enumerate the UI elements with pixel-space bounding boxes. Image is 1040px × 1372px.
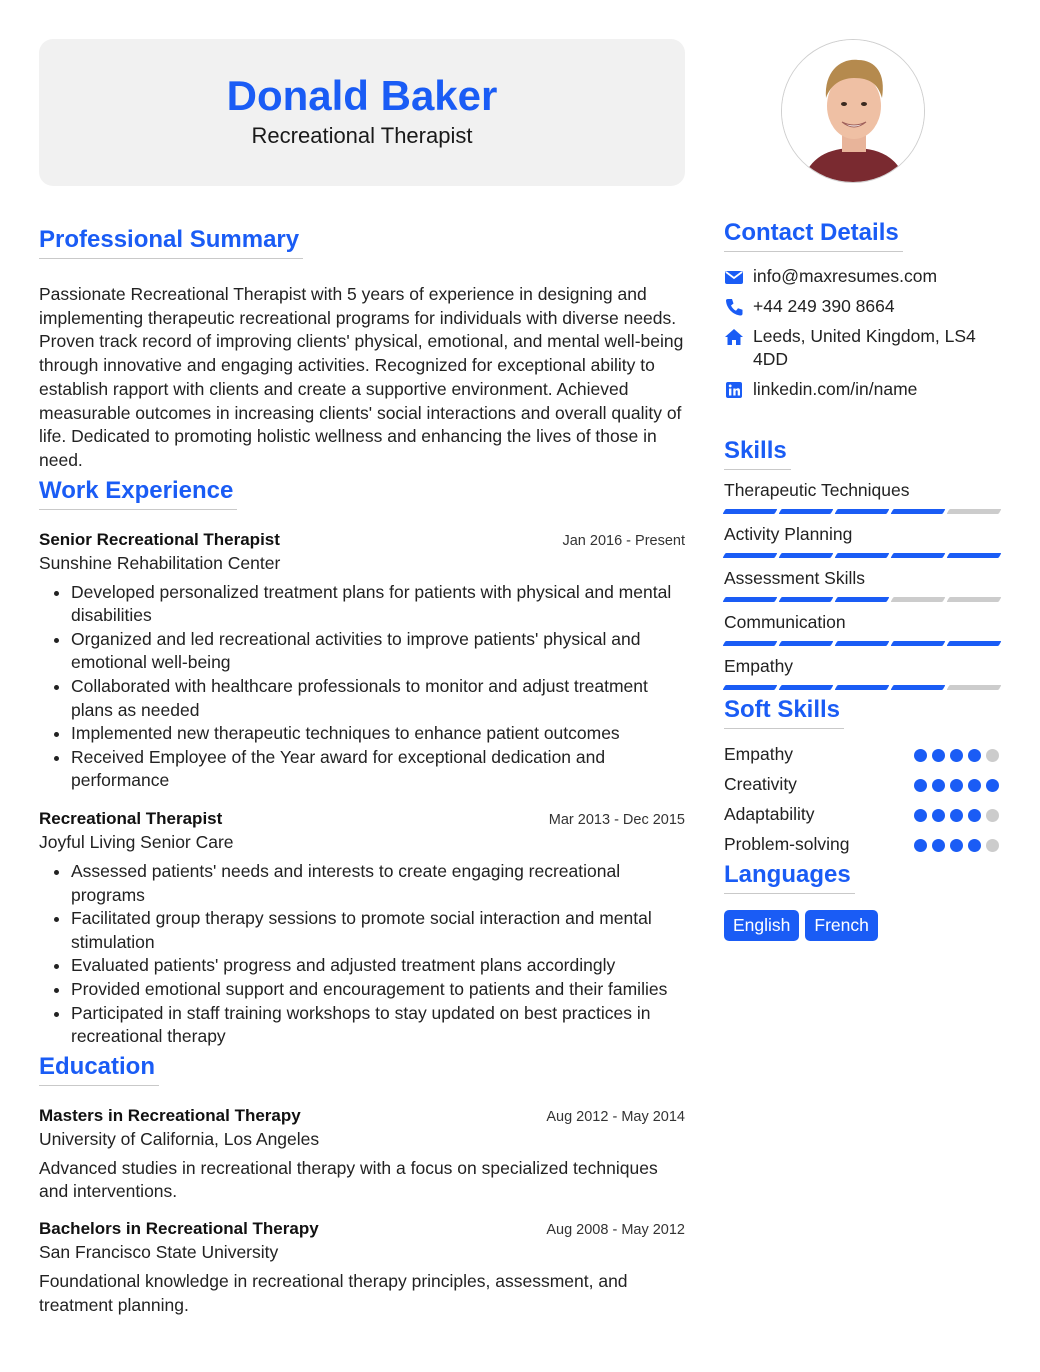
soft-skill-item [724,769,1000,799]
language-badge: French [805,910,877,941]
section-title-experience: Work Experience [39,477,237,510]
skill-name: Assessment Skills [724,568,866,588]
soft-skill-name: Creativity [724,774,797,794]
rating-dot-filled [950,839,963,852]
skill-segment-filled [891,509,946,514]
skill-segment-filled [891,685,946,690]
education-description: Foundational knowledge in recreational therapy principles, assessment, and treatment planning. [39,1270,628,1315]
job-organization: Joyful Living Senior Care [39,831,234,852]
skill-segment-filled [779,641,834,646]
section-title-soft-skills: Soft Skills [724,696,844,729]
job-bullet: • Facilitated group therapy sessions to promote social interaction and mental stimulation [71,907,685,954]
section-title-languages: Languages [724,861,855,894]
job-bullet: • Implemented new therapeutic techniques to enhance patient outcomes [71,722,685,746]
skill-item [724,523,1000,558]
section-title-skills: Skills [724,437,791,470]
rating-dot-filled [932,839,945,852]
skill-segment-filled [835,509,890,514]
degree: Masters in Recreational Therapy [39,1105,301,1125]
contact-email[interactable] [724,265,1000,288]
skill-segment-filled [779,597,834,602]
phone-icon [724,297,744,317]
soft-skill-name: Empathy [724,744,794,764]
job-date: Jan 2016 - Present [562,532,685,549]
rating-dot-filled [932,749,945,762]
linkedin-icon [724,380,744,400]
section-title-contact: Contact Details [724,219,903,252]
job-organization: Sunshine Rehabilitation Center [39,552,281,573]
soft-skill-rating [914,749,1004,762]
job-bullet: • Evaluated patients' progress and adjusted treatment plans accordingly [71,954,685,978]
job-bullet: • Collaborated with healthcare professionals to monitor and adjust treatment plans as needed [71,675,685,722]
linkedin-text: linkedin.com/in/name [753,379,918,399]
soft-skill-item [724,799,1000,829]
skill-item [724,611,1000,646]
address-text: Leeds, United Kingdom, LS4 4DD [753,326,976,369]
avatar [782,40,925,183]
skill-segment-filled [891,553,946,558]
soft-skill-rating [914,809,1004,822]
skill-bar [724,685,1000,690]
skill-segment-filled [835,641,890,646]
job-entry [39,809,685,1049]
skill-bar [724,553,1000,558]
degree: Bachelors in Recreational Therapy [39,1218,319,1238]
rating-dot-filled [914,839,927,852]
soft-skill-rating [914,839,1004,852]
skill-bar [724,509,1000,514]
rating-dot-filled [914,809,927,822]
skill-name: Activity Planning [724,524,853,544]
phone-text: +44 249 390 8664 [753,296,895,316]
skill-segment-filled [723,685,778,690]
skill-segment-filled [723,509,778,514]
skills-list [724,479,1000,690]
rating-dot-filled [950,779,963,792]
skill-segment-filled [723,641,778,646]
job-bullet: • Assessed patients' needs and interests to create engaging recreational programs [71,860,685,907]
envelope-icon [724,267,744,287]
rating-dot-filled [950,749,963,762]
rating-dot-filled [914,779,927,792]
rating-dot-empty [986,839,999,852]
skill-item [724,655,1000,690]
rating-dot-filled [986,779,999,792]
school: San Francisco State University [39,1241,279,1262]
education-entry [39,1219,685,1317]
skill-name: Communication [724,612,846,632]
skill-segment-filled [835,685,890,690]
rating-dot-filled [968,749,981,762]
school: University of California, Los Angeles [39,1128,320,1149]
contact-linkedin[interactable] [724,378,1000,401]
rating-dot-filled [950,809,963,822]
skill-item [724,567,1000,602]
main-column [39,39,685,1317]
soft-skills-list [724,739,1000,859]
job-title: Senior Recreational Therapist [39,529,280,549]
skill-segment-filled [723,597,778,602]
rating-dot-filled [968,839,981,852]
header-box [39,39,685,186]
job-bullet: • Participated in staff training workshops to stay updated on best practices in recreational therapy [71,1002,685,1049]
rating-dot-filled [932,809,945,822]
candidate-title: Recreational Therapist [251,123,473,148]
soft-skill-item [724,739,1000,769]
candidate-name: Donald Baker [226,72,498,119]
home-icon [724,327,744,347]
job-bullet: • Organized and led recreational activities to improve patients' physical and emotional well-being [71,628,685,675]
skill-bar [724,597,1000,602]
rating-dot-filled [914,749,927,762]
skill-segment-filled [835,597,890,602]
job-bullet: • Received Employee of the Year award for exceptional dedication and performance [71,746,685,793]
job-date: Mar 2013 - Dec 2015 [548,811,685,828]
education-date: Aug 2012 - May 2014 [546,1108,685,1125]
skill-segment-filled [891,641,946,646]
section-title-summary: Professional Summary [39,226,303,259]
soft-skill-item [724,829,1000,859]
contact-phone[interactable] [724,295,1000,318]
skill-name: Therapeutic Techniques [724,480,910,500]
section-title-education: Education [39,1053,159,1086]
skill-bar [724,641,1000,646]
skill-segment-filled [835,553,890,558]
job-bullet: • Provided emotional support and encouragement to patients and their families [71,978,685,1002]
profile-photo [781,39,925,183]
soft-skill-name: Adaptability [724,804,815,824]
skill-segment-filled [947,641,1002,646]
job-bullets [39,860,685,1049]
education-date: Aug 2008 - May 2012 [546,1221,685,1238]
email-text: info@maxresumes.com [753,266,938,286]
job-title: Recreational Therapist [39,808,223,828]
languages-list [724,910,1000,941]
skill-segment-filled [779,509,834,514]
skill-segment-empty [891,597,946,602]
rating-dot-filled [968,809,981,822]
skill-item [724,479,1000,514]
summary-text: Passionate Recreational Therapist with 5 years of experience in designing and implementing therapeutic recreational programs for individuals with diverse needs. Proven track record of improving clients' physical, emotional, and mental well-being through innovative and engaging activities. Recognized for exceptional ability to establish rapport with clients and create a supportive environment. Achieved measurable outcomes in increasing clients' social interactions and overall quality of life. Dedicated to promoting holistic wellness and enhancing the lives of those in need. [39,284,684,470]
skill-segment-filled [947,553,1002,558]
job-bullets [39,581,685,793]
rating-dot-empty [986,749,999,762]
education-description: Advanced studies in recreational therapy with a focus on specialized techniques and interventions. [39,1157,658,1202]
sidebar-column [724,39,1000,941]
language-badge: English [724,910,799,941]
job-bullet: • Developed personalized treatment plans for patients with physical and mental disabilities [71,581,685,628]
skill-segment-empty [947,597,1002,602]
soft-skill-name: Problem-solving [724,834,850,854]
soft-skill-rating [914,779,1004,792]
skill-segment-filled [779,553,834,558]
skill-segment-empty [947,509,1002,514]
rating-dot-empty [986,809,999,822]
rating-dot-filled [968,779,981,792]
skill-name: Empathy [724,656,794,676]
education-entry [39,1106,685,1204]
skill-segment-filled [779,685,834,690]
contact-address [724,325,1000,371]
rating-dot-filled [932,779,945,792]
skill-segment-empty [947,685,1002,690]
skill-segment-filled [723,553,778,558]
job-entry [39,530,685,793]
